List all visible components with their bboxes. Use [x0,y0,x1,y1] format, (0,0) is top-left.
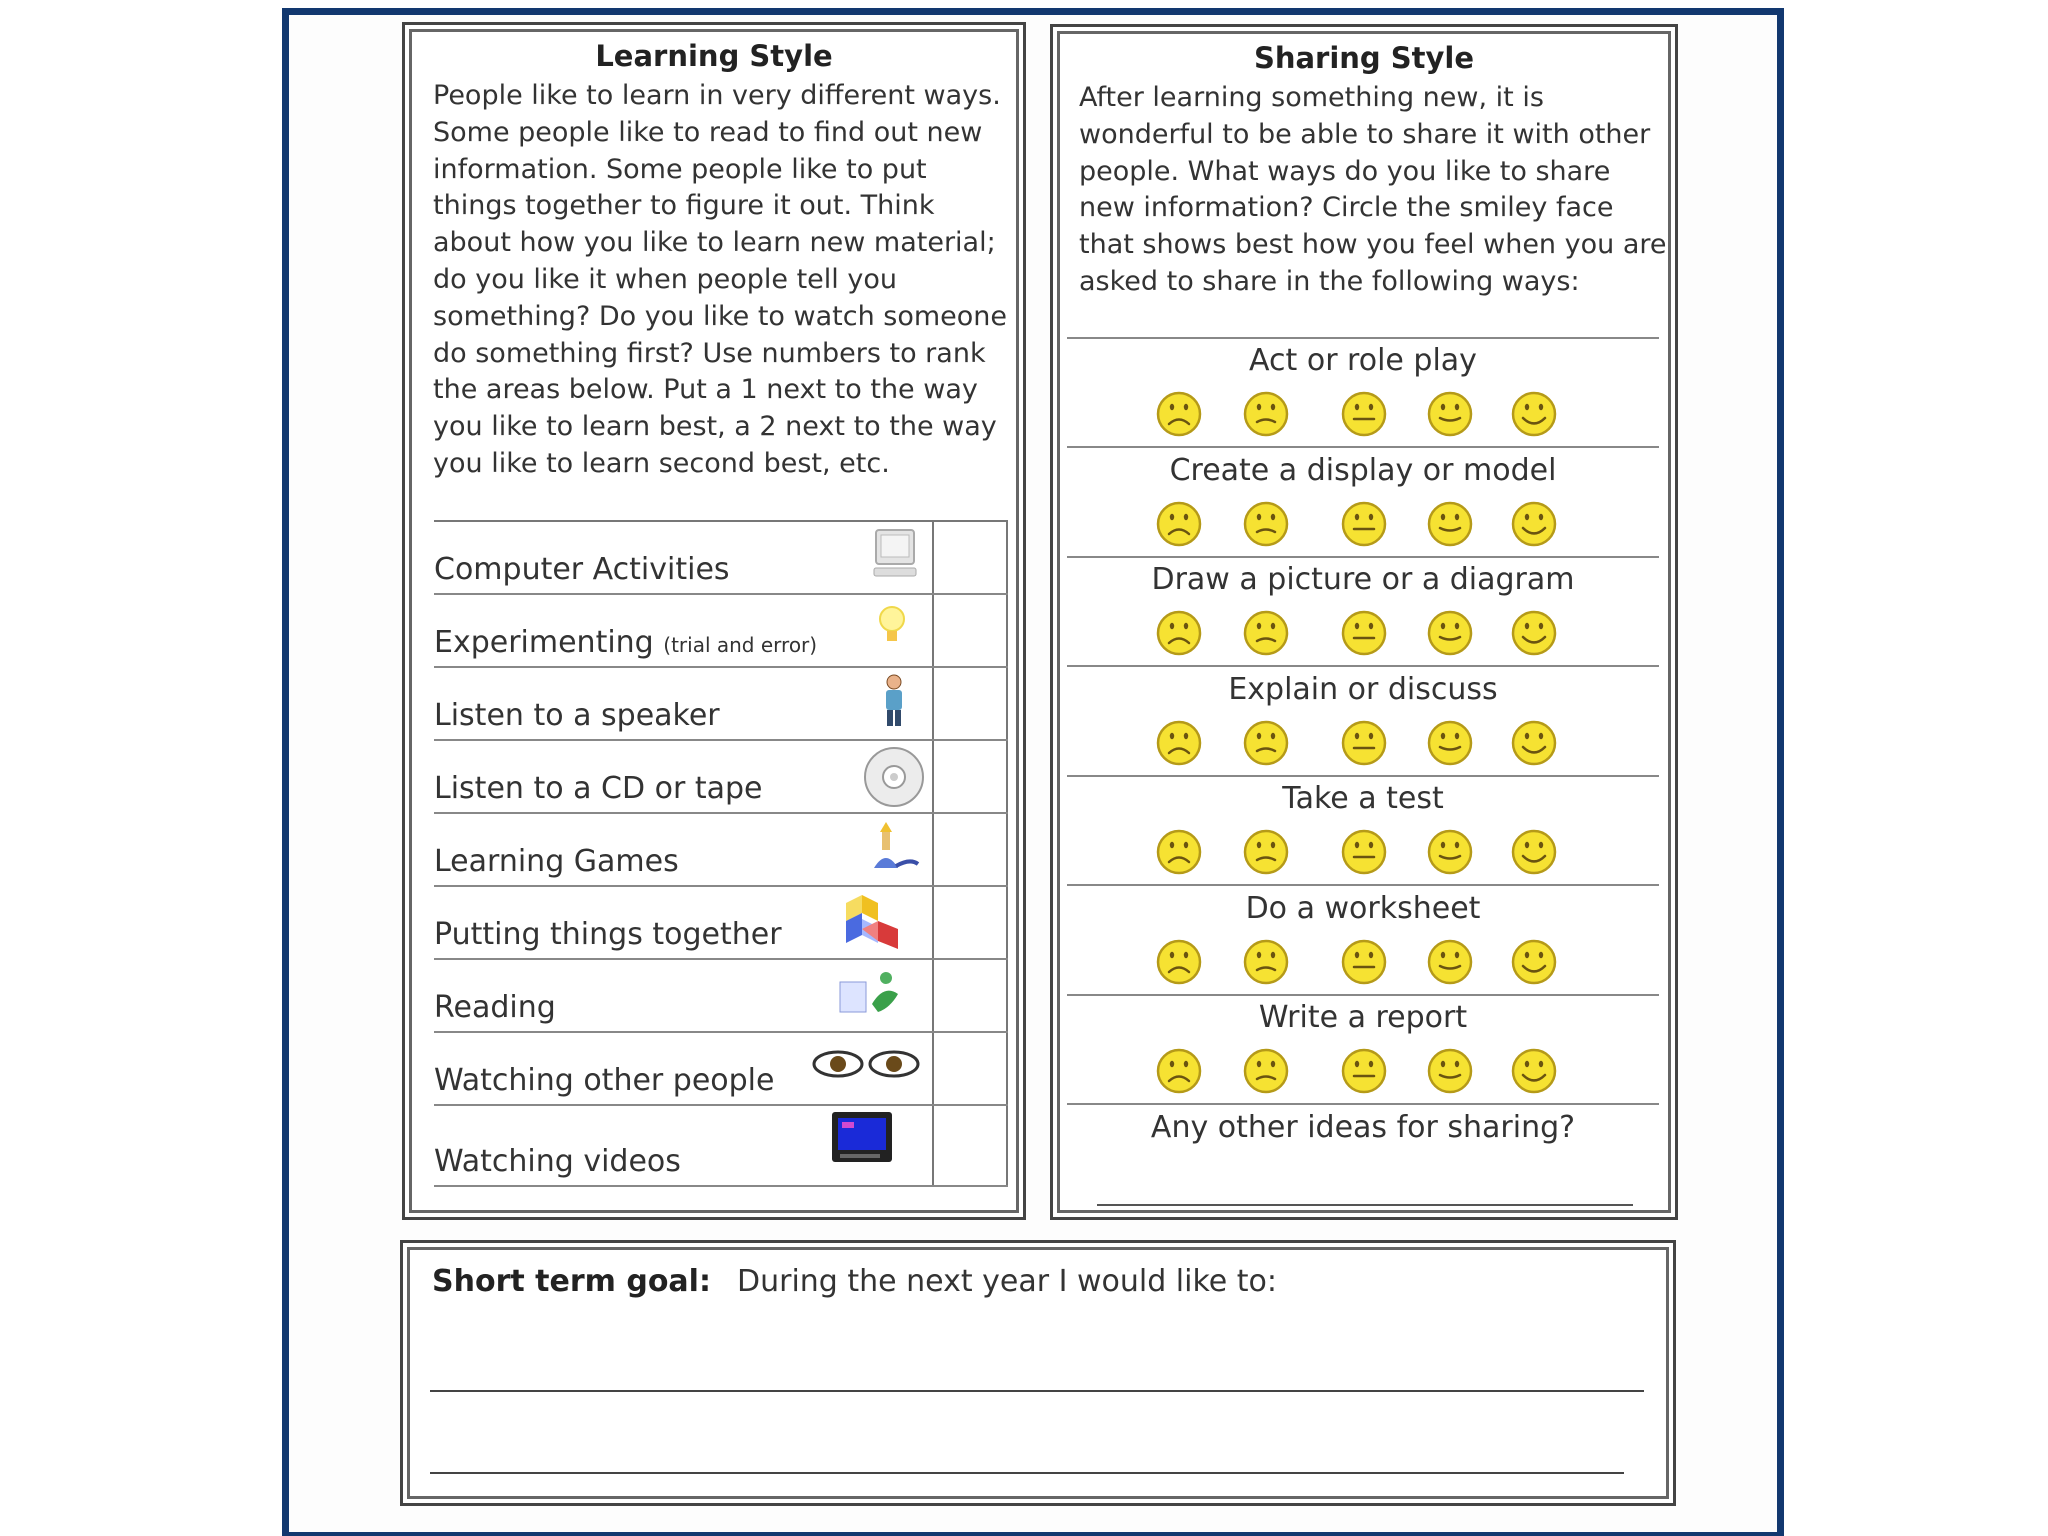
neutral-face-icon[interactable] [1340,719,1388,767]
learning-item-row [434,1033,1008,1106]
happy-face-icon[interactable] [1510,390,1558,438]
very-sad-face-icon[interactable] [1155,1047,1203,1095]
learning-item-label: Computer Activities [434,552,730,587]
sharing-item-row [1067,777,1659,886]
learning-style-intro: People like to learn in very different ways. Some people like to read to find out new information. Some people like to put things together to figure it out. Think about how you like to learn new material; do you like it when people tell you something? Do you like to watch someone do something first? Use numbers to rank the areas below. Put a 1 next to the way you like to learn best, a 2 next to the way you like to learn second best, etc. [433,80,1008,479]
rank-input-box[interactable] [934,741,1006,812]
learning-item-label: Reading [434,990,556,1025]
learning-style-title: Learning Style [595,39,833,73]
other-ideas-row [1067,1106,1659,1215]
smiley-scale [1067,1047,1659,1095]
content-face-icon[interactable] [1426,719,1474,767]
happy-face-icon[interactable] [1510,828,1558,876]
sharing-item-label: Create a display or model [1169,452,1557,488]
very-sad-face-icon[interactable] [1155,828,1203,876]
learning-item-row [434,741,1008,814]
rank-input-box[interactable] [934,1033,1006,1104]
sad-face-icon[interactable] [1242,390,1290,438]
neutral-face-icon[interactable] [1340,609,1388,657]
learning-item-label: Watching videos [434,1144,681,1179]
neutral-face-icon[interactable] [1340,938,1388,986]
smiley-scale [1067,828,1659,876]
sharing-item-label: Draw a picture or a diagram [1151,562,1575,597]
content-face-icon[interactable] [1426,390,1474,438]
goal-answer-line[interactable] [430,1472,1624,1474]
eyes-icon [812,1047,922,1081]
sad-face-icon[interactable] [1242,828,1290,876]
learning-item-row [434,1106,1008,1187]
sharing-item-row [1067,449,1659,558]
very-sad-face-icon[interactable] [1155,390,1203,438]
very-sad-face-icon[interactable] [1155,938,1203,986]
sad-face-icon[interactable] [1242,500,1290,548]
sad-face-icon[interactable] [1242,1047,1290,1095]
sharing-item-label: Write a report [1258,1000,1468,1035]
sad-face-icon[interactable] [1242,938,1290,986]
sharing-style-title: Sharing Style [1253,41,1475,75]
sharing-item-row [1067,558,1659,667]
sharing-item-row [1067,668,1659,777]
computer-icon [870,526,920,582]
sharing-item-label: Do a worksheet [1245,890,1481,926]
content-face-icon[interactable] [1426,828,1474,876]
learning-item-label: Listen to a speaker [434,698,720,733]
sharing-item-label: Take a test [1282,781,1444,816]
rank-input-box[interactable] [934,522,1006,593]
smiley-scale [1067,390,1659,438]
game-piece-icon [866,818,922,878]
smiley-scale [1067,500,1659,548]
happy-face-icon[interactable] [1510,719,1558,767]
sharing-style-intro: After learning something new, it is wonderful to be able to share it with other people. What ways do you like to share new information? Circle the smiley face that shows best how you feel when you are asked to share in the following ways: [1079,82,1667,297]
tv-icon [830,1110,894,1166]
learning-item-label: Listen to a CD or tape [434,771,763,806]
sad-face-icon[interactable] [1242,609,1290,657]
short-term-goal-prompt: During the next year I would like to: [737,1264,1277,1299]
cd-icon [862,745,926,809]
rank-input-box[interactable] [934,960,1006,1031]
sharing-item-row [1067,887,1659,996]
learning-item-row [434,887,1008,960]
learning-item-label: Putting things together [434,917,782,952]
learning-item-label: Experimenting (trial and error) [434,625,818,660]
neutral-face-icon[interactable] [1340,390,1388,438]
learning-item-label: Learning Games [434,844,679,879]
sharing-item-row [1067,996,1659,1105]
happy-face-icon[interactable] [1510,1047,1558,1095]
smiley-scale [1067,938,1659,986]
smiley-scale [1067,609,1659,657]
learning-item-row [434,595,1008,668]
rank-input-box[interactable] [934,814,1006,885]
speaker-person-icon [874,672,914,732]
very-sad-face-icon[interactable] [1155,500,1203,548]
learning-item-row [434,960,1008,1033]
sad-face-icon[interactable] [1242,719,1290,767]
neutral-face-icon[interactable] [1340,500,1388,548]
content-face-icon[interactable] [1426,938,1474,986]
short-term-goal-label: Short term goal: [432,1264,711,1299]
learning-item-row [434,522,1008,595]
learning-item-row [434,668,1008,741]
sharing-item-row [1067,339,1659,448]
content-face-icon[interactable] [1426,500,1474,548]
neutral-face-icon[interactable] [1340,828,1388,876]
neutral-face-icon[interactable] [1340,1047,1388,1095]
rank-input-box[interactable] [934,887,1006,958]
other-ideas-label: Any other ideas for sharing? [1150,1109,1576,1145]
sharing-item-label: Act or role play [1249,343,1477,378]
happy-face-icon[interactable] [1510,609,1558,657]
learning-style-ranking-table [434,520,1008,1185]
rank-input-box[interactable] [934,1106,1006,1177]
blocks-icon [838,891,908,955]
learning-item-note: (trial and error) [663,633,818,657]
reading-icon [834,964,906,1024]
sharing-style-table [1067,337,1659,1211]
very-sad-face-icon[interactable] [1155,609,1203,657]
rank-input-box[interactable] [934,668,1006,739]
learning-item-row [434,814,1008,887]
happy-face-icon[interactable] [1510,500,1558,548]
content-face-icon[interactable] [1426,609,1474,657]
very-sad-face-icon[interactable] [1155,719,1203,767]
smiley-scale [1067,719,1659,767]
rank-input-box[interactable] [934,595,1006,666]
happy-face-icon[interactable] [1510,938,1558,986]
lightbulb-icon [874,599,910,655]
content-face-icon[interactable] [1426,1047,1474,1095]
sharing-item-label: Explain or discuss [1228,671,1498,707]
other-ideas-answer-line[interactable] [1097,1204,1633,1206]
learning-item-label: Watching other people [434,1063,775,1098]
goal-answer-line[interactable] [430,1390,1644,1392]
